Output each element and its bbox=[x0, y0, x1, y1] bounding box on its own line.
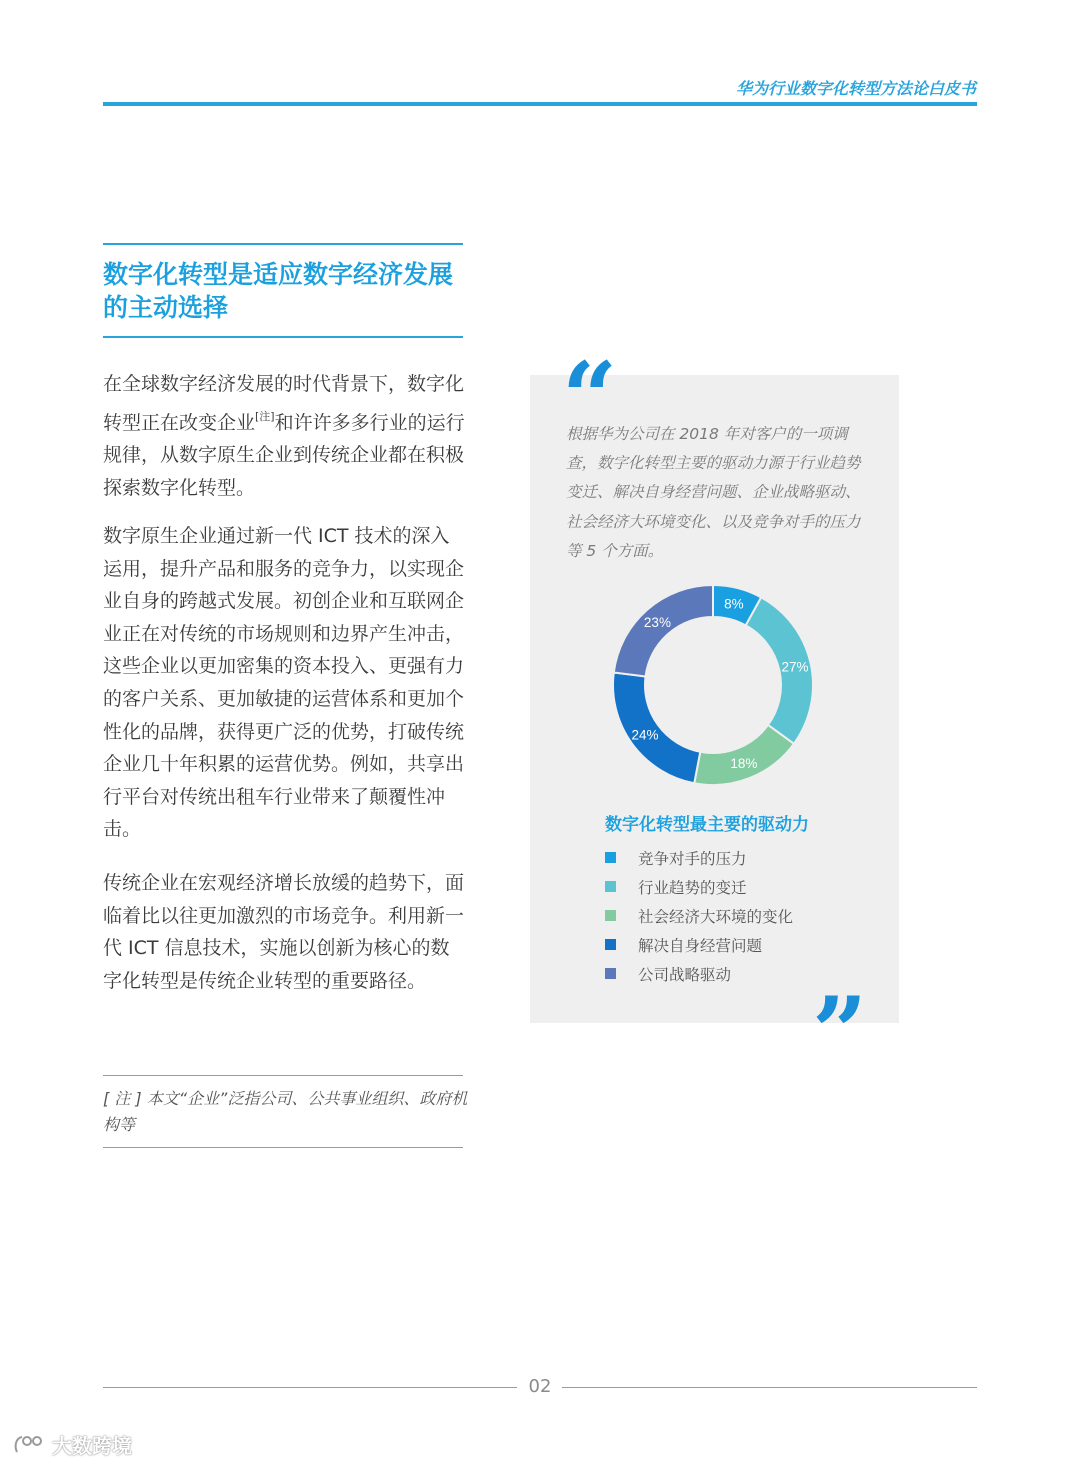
legend-label: 竞争对手的压力 bbox=[638, 849, 747, 868]
slice-label: 8% bbox=[724, 596, 744, 612]
note-rule-bottom bbox=[103, 1147, 463, 1148]
paragraph-2: 数字原生企业通过新一代 ICT 技术的深入运用，提升产品和服务的竞争力，以实现企业自身的跨越式发展。初创企业和互联网企业正在对传统的市场规则和边界产生冲击，这些企业以更加密集的资本投入、更强有力的客户关系、更加敏捷的运营体系和更加个性化的品牌，获得更广泛的优势，打破传统企业几十年积累的运营优势。例如，共享出行平台对传统出租车行业带来了颠覆性冲击。 bbox=[103, 525, 465, 841]
note-rule-top bbox=[103, 1075, 463, 1076]
legend-swatch bbox=[605, 852, 616, 863]
header-title: 华为行业数字化转型方法论白皮书 bbox=[735, 79, 976, 98]
chart-title: 数字化转型最主要的驱动力 bbox=[605, 815, 809, 835]
legend-label: 行业趋势的变迁 bbox=[638, 878, 747, 897]
legend-item bbox=[605, 872, 793, 901]
legend-item bbox=[605, 901, 793, 930]
paragraph-3: 传统企业在宏观经济增长放缓的趋势下，面临着比以往更加激烈的市场竞争。利用新一代 ICT 信息技术，实施以创新为核心的数字化转型是传统企业转型的重要路径。 bbox=[103, 872, 465, 992]
chart-legend bbox=[605, 843, 793, 988]
section-rule-top bbox=[103, 243, 463, 245]
close-quote-icon: ” bbox=[812, 976, 868, 1089]
quote-text: 根据华为公司在 2018 年对客户的一项调查，数字化转型主要的驱动力源于行业趋势变迁、解决自身经营问题、企业战略驱动、社会经济大环境变化、以及竞争对手的压力等 5 个方面。 bbox=[566, 425, 861, 560]
legend-swatch bbox=[605, 881, 616, 892]
slice-label: 27% bbox=[781, 659, 809, 675]
legend-label: 公司战略驱动 bbox=[638, 965, 732, 984]
donut-chart bbox=[610, 582, 816, 788]
donut-slice bbox=[694, 725, 794, 785]
paragraph-1-text-b: 和许许多多行业的运行规律，从数字原生企业到传统企业都在积极探索数字化转型。 bbox=[103, 411, 465, 499]
section-title: 数字化转型是适应数字经济发展的主动选择 bbox=[103, 260, 454, 322]
legend-item bbox=[605, 959, 793, 988]
footnote-text: [ 注 ] 本文“企业”泛指公司、公共事业组织、政府机构等 bbox=[103, 1089, 468, 1134]
footnote-marker: [注] bbox=[255, 409, 275, 423]
section-rule-bottom bbox=[103, 336, 463, 338]
footer-rule-right bbox=[562, 1387, 977, 1388]
legend-label: 解决自身经营问题 bbox=[638, 936, 763, 955]
legend-swatch bbox=[605, 910, 616, 921]
open-quote-icon: “ bbox=[562, 341, 618, 454]
header-rule bbox=[103, 102, 977, 106]
legend-label: 社会经济大环境的变化 bbox=[638, 907, 794, 926]
slice-label: 23% bbox=[643, 614, 671, 630]
legend-swatch bbox=[605, 939, 616, 950]
watermark bbox=[12, 1430, 132, 1459]
slice-label: 24% bbox=[631, 727, 659, 743]
slice-label: 18% bbox=[730, 756, 758, 772]
donut-slice bbox=[614, 585, 713, 676]
legend-item bbox=[605, 930, 793, 959]
page-number: 02 bbox=[528, 1376, 552, 1397]
paragraph-1-text-a: 在全球数字经济发展的时代背景下，数字化转型正在改变企业 bbox=[103, 373, 465, 434]
footer-rule-left bbox=[103, 1387, 517, 1388]
legend-swatch bbox=[605, 968, 616, 979]
legend-item bbox=[605, 843, 793, 872]
watermark-logo-icon bbox=[12, 1432, 48, 1458]
paragraph-1 bbox=[103, 368, 465, 504]
watermark-text: 大数跨境 bbox=[52, 1434, 132, 1458]
